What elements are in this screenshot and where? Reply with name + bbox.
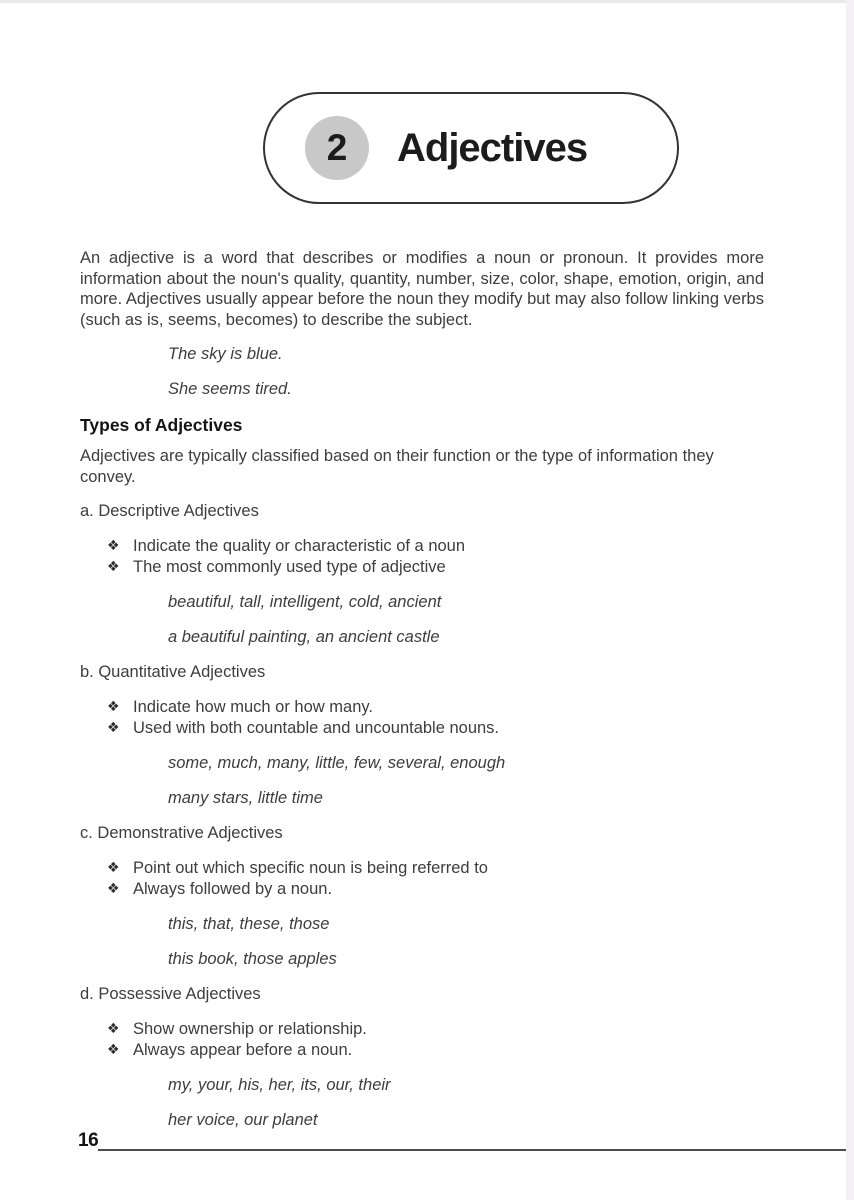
type-block-demonstrative bbox=[80, 823, 764, 970]
section-lead: Adjectives are typically classified based on their function or the type of information they convey. bbox=[80, 447, 714, 486]
type-label: a. Descriptive Adjectives bbox=[80, 501, 259, 520]
example-line: this, that, these, those bbox=[168, 914, 330, 933]
diamond-bullet-icon: ❖ bbox=[107, 1041, 120, 1058]
bullet-text: Point out which specific noun is being referred to bbox=[133, 858, 488, 877]
type-block-possessive bbox=[80, 984, 764, 1131]
intro-example-line: The sky is blue. bbox=[168, 345, 283, 364]
diamond-bullet-icon: ❖ bbox=[107, 880, 120, 897]
type-block-quantitative bbox=[80, 662, 764, 809]
footer-rule bbox=[98, 1149, 846, 1151]
bullet-list bbox=[80, 536, 764, 578]
page-number: 16 bbox=[78, 1130, 99, 1151]
type-label: b. Quantitative Adjectives bbox=[80, 662, 266, 681]
bullet-item bbox=[107, 1019, 764, 1040]
bullet-text: Indicate the quality or characteristic of a noun bbox=[133, 536, 466, 555]
chapter-title: Adjectives bbox=[397, 125, 588, 170]
page-right-edge bbox=[846, 0, 854, 1200]
bullet-text: Indicate how much or how many. bbox=[133, 697, 373, 716]
diamond-bullet-icon: ❖ bbox=[107, 719, 120, 736]
intro-paragraph: An adjective is a word that describes or modifies a noun or pronoun. It provides more information about the noun's quality, quantity, number, size, color, shape, emotion, origin, and more. Adjectives usually appear before the noun they modify but may also follow linking verbs (such as is, seems, becomes) to describe the subject. bbox=[80, 249, 764, 329]
bullet-item bbox=[107, 557, 764, 578]
type-block-descriptive bbox=[80, 501, 764, 648]
diamond-bullet-icon: ❖ bbox=[107, 698, 120, 715]
example-line: this book, those apples bbox=[168, 949, 337, 968]
page-top-edge bbox=[0, 0, 854, 3]
bullet-item bbox=[107, 697, 764, 718]
page-content bbox=[80, 248, 764, 1131]
bullet-item bbox=[107, 858, 764, 879]
example-line: a beautiful painting, an ancient castle bbox=[168, 627, 440, 646]
bullet-text: Always appear before a noun. bbox=[133, 1040, 353, 1059]
bullet-item bbox=[107, 1040, 764, 1061]
example-line: my, your, his, her, its, our, their bbox=[168, 1075, 391, 1094]
type-label: d. Possessive Adjectives bbox=[80, 984, 261, 1003]
bullet-item bbox=[107, 718, 764, 739]
diamond-bullet-icon: ❖ bbox=[107, 859, 120, 876]
bullet-item bbox=[107, 879, 764, 900]
example-line: many stars, little time bbox=[168, 788, 323, 807]
bullet-text: Used with both countable and uncountable nouns. bbox=[133, 718, 500, 737]
example-line: her voice, our planet bbox=[168, 1110, 318, 1129]
diamond-bullet-icon: ❖ bbox=[107, 537, 120, 554]
bullet-list bbox=[80, 1019, 764, 1061]
chapter-header bbox=[263, 92, 679, 204]
page-footer bbox=[78, 1129, 846, 1152]
bullet-item bbox=[107, 536, 764, 557]
chapter-number: 2 bbox=[326, 127, 348, 168]
type-label: c. Demonstrative Adjectives bbox=[80, 823, 283, 842]
bullet-text: Always followed by a noun. bbox=[133, 879, 333, 898]
bullet-text: Show ownership or relationship. bbox=[133, 1019, 367, 1038]
intro-example-line: She seems tired. bbox=[168, 380, 292, 399]
chapter-number-badge bbox=[305, 116, 369, 180]
diamond-bullet-icon: ❖ bbox=[107, 558, 120, 575]
bullet-list bbox=[80, 858, 764, 900]
bullet-list bbox=[80, 697, 764, 739]
bullet-text: The most commonly used type of adjective bbox=[133, 557, 446, 576]
example-line: some, much, many, little, few, several, enough bbox=[168, 753, 506, 772]
diamond-bullet-icon: ❖ bbox=[107, 1020, 120, 1037]
example-line: beautiful, tall, intelligent, cold, ancient bbox=[168, 592, 442, 611]
section-heading: Types of Adjectives bbox=[80, 415, 243, 436]
